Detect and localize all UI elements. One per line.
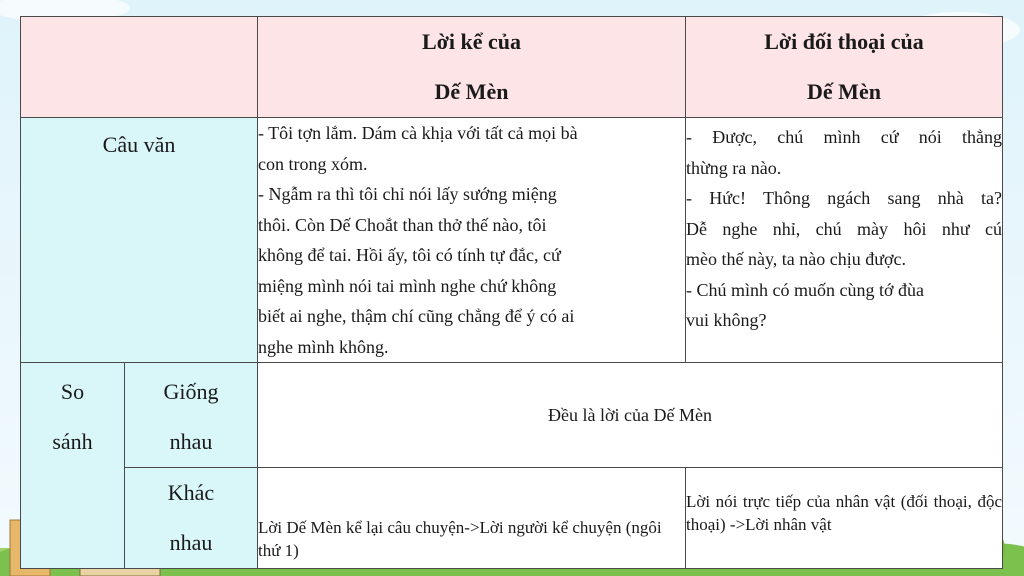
dialogue-line: - Hức! Thông ngách sang nhà ta? xyxy=(686,188,1002,208)
cell-khac-narration xyxy=(258,468,686,569)
header-row xyxy=(21,17,1003,118)
header-dialogue-line2: Dế Mèn xyxy=(807,79,881,104)
dialogue-line: thừng ra nào. xyxy=(686,157,782,178)
narration-line: nghe mình không. xyxy=(258,336,389,357)
cell-khac-dialogue xyxy=(686,468,1003,569)
header-dialogue xyxy=(686,17,1003,118)
label-cau-van xyxy=(21,118,258,363)
narration-line: - Tôi tợn lắm. Dám cà khịa với tất cả mọi bà xyxy=(258,123,578,143)
label-khac-nhau xyxy=(125,468,258,569)
label-giong-line1: Giống xyxy=(163,379,219,404)
label-giong-nhau xyxy=(125,363,258,468)
dialogue-line: mèo thế này, ta nào chịu được. xyxy=(686,249,907,269)
narration-line: miệng mình nói tai mình nghe chứ không xyxy=(258,275,557,296)
giong-nhau-text: Đều là lời của Dế Mèn xyxy=(548,404,712,425)
dialogue-line: - Chú mình có muốn cùng tớ đùa xyxy=(686,279,924,300)
label-cau-van-text: Câu văn xyxy=(102,132,176,157)
header-narration-line1: Lời kể của xyxy=(422,29,521,54)
label-khac-line1: Khác xyxy=(167,480,215,505)
cell-dialogue-sentences xyxy=(686,118,1003,363)
header-narration-line2: Dế Mèn xyxy=(434,79,509,104)
dialogue-line: - Được, chú mình cứ nói thẳng xyxy=(686,127,1002,147)
narration-line: không để tai. Hồi ấy, tôi có tính tự đắc, cứ xyxy=(258,245,561,265)
header-narration xyxy=(258,17,686,118)
comparison-table xyxy=(20,16,1003,569)
narration-line: thôi. Còn Dế Choắt than thở thế nào, tôi xyxy=(258,214,547,235)
row-cau-van xyxy=(21,118,1003,363)
label-so-sanh xyxy=(21,363,125,569)
row-khac-nhau xyxy=(21,468,1003,569)
narration-line: biết ai nghe, thậm chí cũng chẳng để ý có ai xyxy=(258,306,575,326)
dialogue-line: Dễ nghe nhỉ, chú mày hôi như cú xyxy=(686,218,1002,239)
label-khac-line2: nhau xyxy=(169,530,213,555)
cell-narration-sentences xyxy=(258,118,686,363)
label-giong-line2: nhau xyxy=(169,429,213,454)
khac-narration-text: Lời Dế Mèn kể lại câu chuyện->Lời người kể chuyện (ngôi thứ 1) xyxy=(258,518,662,560)
narration-line: con trong xóm. xyxy=(258,153,368,174)
header-dialogue-line1: Lời đối thoại của xyxy=(764,29,924,54)
khac-dialogue-text: Lời nói trực tiếp của nhân vật (đối thoại, độc thoại) ->Lời nhân vật xyxy=(686,492,1002,534)
narration-line: - Ngẫm ra thì tôi chỉ nói lấy sướng miệng xyxy=(258,184,557,204)
row-giong-nhau xyxy=(21,363,1003,468)
cell-giong-nhau xyxy=(258,363,1003,468)
header-empty-cell xyxy=(21,17,258,118)
label-so-sanh-line2: sánh xyxy=(52,429,93,454)
label-so-sanh-line1: So xyxy=(60,379,85,404)
dialogue-line: vui không? xyxy=(686,310,767,330)
